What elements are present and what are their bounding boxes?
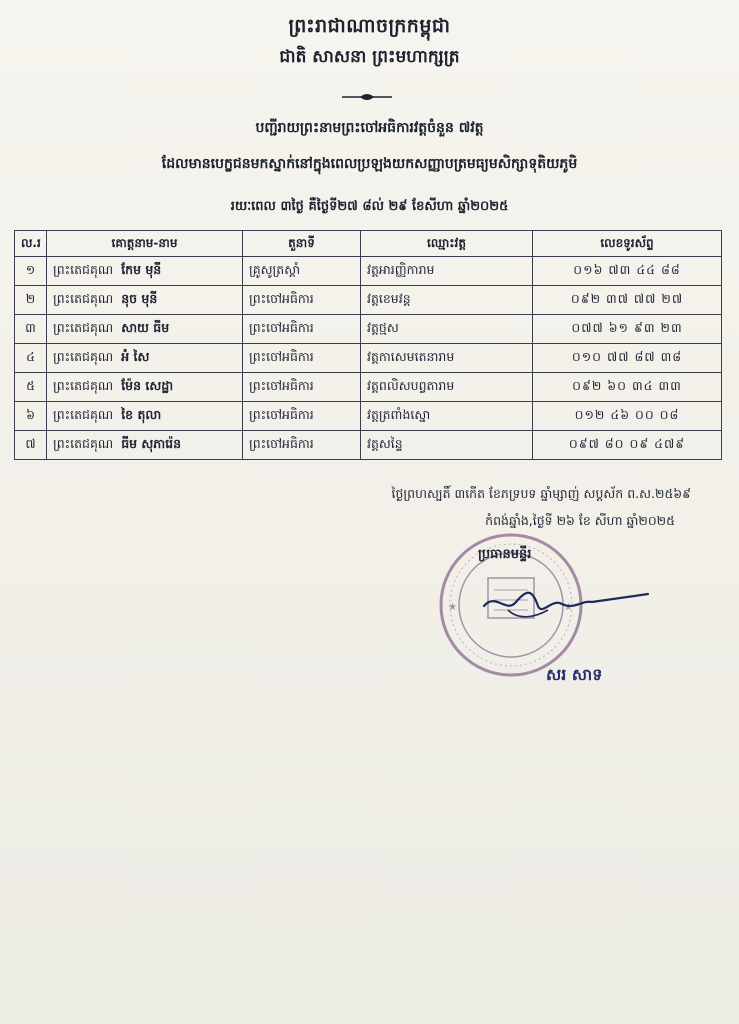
cell-pagoda: វត្តត្រពាំងស្នោ [361, 402, 533, 431]
table-row [15, 344, 722, 373]
document-title-line-3: រយៈពេល ៣ថ្ងៃ គឺថ្ងៃទី២៧ ៨ល់ ២៩ ខែសីហា ឆ្នាំ២០២៥ [230, 199, 509, 214]
signer-name: សរ សាទ [546, 665, 603, 684]
name-prefix: ព្រះតេជគុណ [53, 435, 114, 451]
svg-text:★: ★ [448, 602, 457, 613]
monk-name: ខៃ តុលា [121, 406, 162, 422]
cell-pagoda: វត្តអារញ្ញិការាម [361, 257, 533, 286]
cell-role: ព្រះចៅអធិការ [243, 373, 361, 402]
cell-pagoda: វត្តខេមវន្ត [361, 286, 533, 315]
cell-phone: ០៩២ ៦០ ៣៤ ៣៣ [533, 373, 722, 402]
cell-pagoda: វត្តថ្មស [361, 315, 533, 344]
table-row [15, 402, 722, 431]
table-row [15, 315, 722, 344]
kingdom-heading: ព្រះរាជាណាចក្រកម្ពុជា [288, 15, 451, 37]
table-header-row [15, 231, 722, 257]
cell-name [47, 257, 243, 286]
monk-name: អំ សៃ [121, 348, 150, 364]
cell-name [47, 286, 243, 315]
cell-role: ព្រះចៅអធិការ [243, 286, 361, 315]
monk-name: សាយ ធីម [121, 319, 170, 335]
document-title-line-1: បញ្ជីរាយព្រះនាមព្រះចៅអធិការវត្តចំនួន ៧វត្ត [255, 120, 484, 136]
name-prefix: ព្រះតេជគុណ [53, 290, 114, 306]
cell-role: ព្រះចៅអធិការ [243, 431, 361, 460]
cell-role: ព្រះចៅអធិការ [243, 344, 361, 373]
table-row [15, 286, 722, 315]
lunar-date-line: ថ្ងៃព្រហស្បតិ៍ ៣កើត ខែភទ្របទ ឆ្នាំម្សាញ់ សប្តស័ក ព.ស.២៥៦៩ [391, 486, 691, 501]
cell-phone: ០៩២ ៣៧ ៧៧ ២៧ [533, 286, 722, 315]
motto-heading: ជាតិ សាសនា ព្រះមហាក្សត្រ [279, 47, 460, 67]
cell-name [47, 373, 243, 402]
cell-no: ៥ [15, 373, 47, 402]
cell-no: ៣ [15, 315, 47, 344]
table-row [15, 257, 722, 286]
name-prefix: ព្រះតេជគុណ [53, 348, 114, 364]
col-header-name: គោត្តនាម-នាម [47, 231, 243, 257]
cell-role: ព្រះចៅអធិការ [243, 315, 361, 344]
name-prefix: ព្រះតេជគុណ [53, 261, 114, 277]
cell-phone: ០៧៧ ៦១ ៩៣ ២៣ [533, 315, 722, 344]
cell-name [47, 431, 243, 460]
handwritten-signature [478, 580, 658, 630]
name-prefix: ព្រះតេជគុណ [53, 406, 114, 422]
monk-name: ម៉ែន សេដ្ឋា [121, 377, 174, 393]
cell-phone: ០៩៧ ៨០ ០៩ ៤៧៩ [533, 431, 722, 460]
table-row [15, 431, 722, 460]
monk-name: នុច មុនី [121, 290, 158, 306]
name-prefix: ព្រះតេជគុណ [53, 319, 114, 335]
cell-no: ១ [15, 257, 47, 286]
cell-role: ព្រះចៅអធិការ [243, 402, 361, 431]
cell-name [47, 402, 243, 431]
cell-no: ៤ [15, 344, 47, 373]
cell-name [47, 315, 243, 344]
monk-name: ធីម សុភារ៉េន [121, 435, 182, 451]
col-header-phone: លេខទូរស័ព្ទ [533, 231, 722, 257]
cell-phone: ០១២ ៤៦ ០០ ០៨ [533, 402, 722, 431]
document-title-line-2: ដែលមានបេក្ខជនមកស្នាក់នៅក្នុងពេលប្រឡងយកសញ្ញាបត្រមធ្យមសិក្សាទុតិយភូមិ [161, 156, 578, 172]
cell-no: ២ [15, 286, 47, 315]
col-header-no: ល.រ [15, 231, 47, 257]
office-title: ប្រធានមន្ទីរ [478, 547, 532, 562]
divider-ornament-icon [340, 91, 394, 103]
cell-name [47, 344, 243, 373]
abbot-list-table [14, 230, 722, 460]
cell-phone: ០១០ ៧៧ ៨៧ ៣៨ [533, 344, 722, 373]
cell-no: ៧ [15, 431, 47, 460]
cell-pagoda: វត្តកាសេមតេនារាម [361, 344, 533, 373]
name-prefix: ព្រះតេជគុណ [53, 377, 114, 393]
solar-date-line: កំពង់ឆ្នាំង,ថ្ងៃទី ២៦ ខែ សីហា ឆ្នាំ២០២៥ [485, 513, 675, 528]
cell-no: ៦ [15, 402, 47, 431]
cell-pagoda: វត្តពលិសបព្វតារាម [361, 373, 533, 402]
col-header-role: តួនាទី [243, 231, 361, 257]
monk-name: កែម មុនី [121, 261, 162, 277]
cell-pagoda: វត្តសន្ទៃ [361, 431, 533, 460]
cell-role: គ្រូសូត្រស្ដាំ [243, 257, 361, 286]
svg-text:★: ★ [564, 602, 573, 613]
table-row [15, 373, 722, 402]
cell-phone: ០១៦ ៧៣ ៤៤ ៨៨ [533, 257, 722, 286]
col-header-pagoda: ឈ្មោះវត្ត [361, 231, 533, 257]
